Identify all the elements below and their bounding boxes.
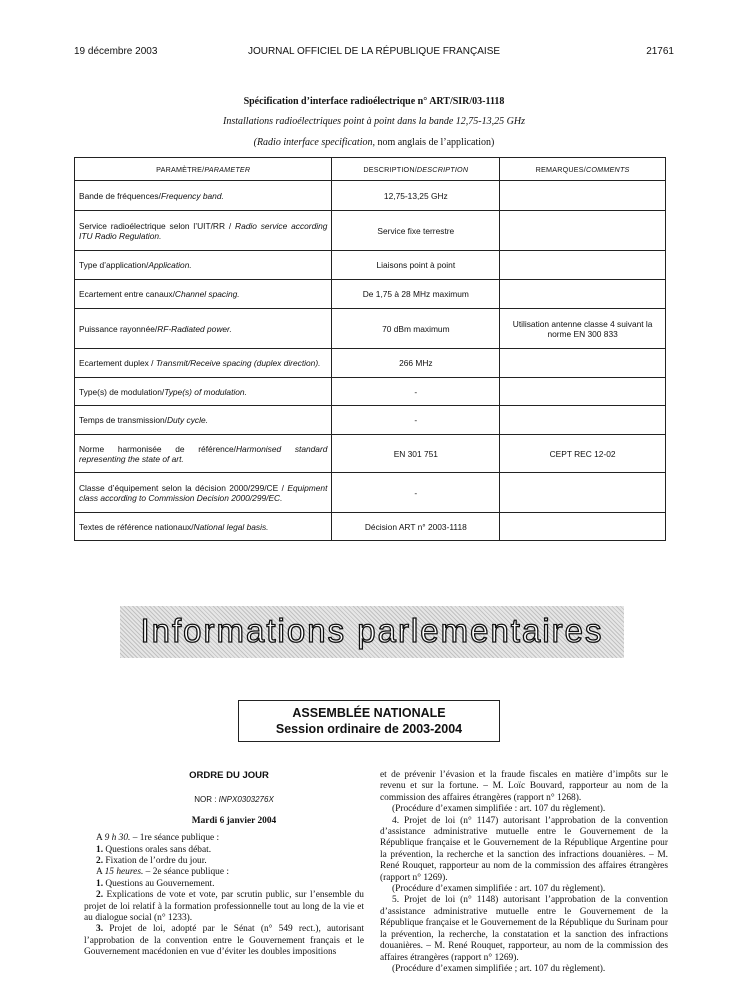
description-cell: De 1,75 à 28 MHz maximum xyxy=(332,280,500,309)
list-item: 1. Questions au Gouvernement. xyxy=(96,878,215,889)
section-banner xyxy=(120,606,624,658)
comment-cell xyxy=(500,513,666,541)
comment-cell xyxy=(500,181,666,211)
parameter-cell: Textes de référence nationaux/National legal basis. xyxy=(75,513,332,541)
section-banner-title: Informations parlementaires xyxy=(140,612,604,649)
table-row xyxy=(75,280,666,309)
comment-cell: Utilisation antenne classe 4 suivant la norme EN 300 833 xyxy=(500,309,666,349)
assembly-box xyxy=(238,700,500,742)
description-cell: 12,75-13,25 GHz xyxy=(332,181,500,211)
parameter-cell: Type d’application/Application. xyxy=(75,251,332,280)
table-row xyxy=(75,349,666,378)
spec-subtitle: Installations radioélectriques point à point dans la bande 12,75-13,25 GHz xyxy=(223,116,525,127)
table-row xyxy=(75,251,666,280)
parameter-cell: Temps de transmission/Duty cycle. xyxy=(75,406,332,435)
agenda-body xyxy=(84,833,364,958)
agenda-left-column xyxy=(84,770,364,959)
description-cell: Service fixe terrestre xyxy=(332,211,500,251)
list-item: 2. Fixation de l’ordre du jour. xyxy=(96,856,207,867)
paragraph: (Procédure d’examen simplifiée : art. 107 du règlement). xyxy=(392,804,606,815)
description-cell: - xyxy=(332,378,500,406)
parameter-cell: Service radioélectrique selon l’UIT/RR / Radio service according ITU Radio Regulation. xyxy=(75,211,332,251)
table-row xyxy=(75,211,666,251)
description-cell: 266 MHz xyxy=(332,349,500,378)
spec-title: Spécification d’interface radioélectrique n° ART/SIR/03-1118 xyxy=(243,96,505,107)
description-cell: EN 301 751 xyxy=(332,435,500,473)
description-cell: - xyxy=(332,473,500,513)
list-item: 2. Explications de vote et vote, par scrutin public, sur l’ensemble du projet de loi relatif à la formation professionnelle tout au long de la vie et au dialogue social (n° 1233). xyxy=(84,890,364,924)
description-cell: Décision ART n° 2003-1118 xyxy=(332,513,500,541)
column-header-parameter: PARAMÈTRE/PARAMETER xyxy=(75,158,332,181)
agenda-day: Mardi 6 janvier 2004 xyxy=(191,815,277,826)
comment-cell xyxy=(500,406,666,435)
table-row xyxy=(75,473,666,513)
comment-cell xyxy=(500,349,666,378)
comment-cell xyxy=(500,251,666,280)
table-row xyxy=(75,513,666,541)
comment-cell xyxy=(500,211,666,251)
table-row xyxy=(75,378,666,406)
table-row xyxy=(75,309,666,349)
sitting-2: A 15 heures. – 2e séance publique : xyxy=(96,867,229,878)
comment-cell xyxy=(500,378,666,406)
assembly-name: ASSEMBLÉE NATIONALE xyxy=(292,706,446,720)
parameter-cell: Ecartement duplex / Transmit/Receive spacing (duplex direction). xyxy=(75,349,332,378)
description-cell: - xyxy=(332,406,500,435)
table-row xyxy=(75,181,666,211)
page-number: 21761 xyxy=(646,46,674,57)
comment-cell xyxy=(500,280,666,309)
paragraph: 5. Projet de loi (n° 1148) autorisant l’approbation de la convention d’assistance administrative mutuelle entre le Gouvernement de la République française et le Gouvernement de la République du Surinam pour la prévention, la recherche, la constatation et la sanction des infractions douanières. – M. René Rouquet, rapporteur, au nom de la commission des affaires étrangères (rapport n° 1269). xyxy=(380,895,668,963)
column-header-description: DESCRIPTION/DESCRIPTION xyxy=(332,158,500,181)
agenda-right-column xyxy=(380,770,668,975)
parameter-cell: Classe d’équipement selon la décision 2000/299/CE / Equipment class according to Commission Decision 2000/299/EC. xyxy=(75,473,332,513)
paragraph: (Procédure d’examen simplifiée : art. 107 du règlement). xyxy=(392,884,606,895)
agenda-heading: ORDRE DU JOUR xyxy=(189,770,269,781)
sitting-1: A 9 h 30. – 1re séance publique : xyxy=(96,833,220,844)
spec-note-rest: nom anglais de l’application) xyxy=(374,137,495,148)
parameter-cell: Puissance rayonnée/RF-Radiated power. xyxy=(75,309,332,349)
parameter-cell: Bande de fréquences/Frequency band. xyxy=(75,181,332,211)
spec-table xyxy=(74,157,666,541)
parameter-cell: Norme harmonisée de référence/Harmonised standard representing the state of art. xyxy=(75,435,332,473)
paragraph: et de prévenir l’évasion et la fraude fiscales en matière d’impôts sur le revenu et sur la fortune. – M. Loïc Bouvard, rapporteur au nom de la commission des affaires étrangères (rapport n° 1268). xyxy=(380,770,668,803)
description-cell: 70 dBm maximum xyxy=(332,309,500,349)
column-header-comments: REMARQUES/COMMENTS xyxy=(500,158,666,181)
table-header-row xyxy=(75,158,666,181)
comment-cell xyxy=(500,473,666,513)
table-row xyxy=(75,435,666,473)
nor-reference: NOR : INPX0303276X xyxy=(194,795,274,805)
paragraph: (Procédure d’examen simplifiée ; art. 107 du règlement). xyxy=(392,963,606,974)
session-title: Session ordinaire de 2003-2004 xyxy=(275,722,463,736)
list-item: 3. Projet de loi, adopté par le Sénat (n° 549 rect.), autorisant l’approbation de la convention entre le Gouvernement français et le Gouvernement macédonien en vue d’éviter les doubles impositions xyxy=(84,924,364,958)
page-header xyxy=(74,46,674,60)
spec-note-italic: (Radio interface specification, xyxy=(253,137,375,148)
description-cell: Liaisons point à point xyxy=(332,251,500,280)
table-row xyxy=(75,406,666,435)
journal-title: JOURNAL OFFICIEL DE LA RÉPUBLIQUE FRANÇAISE xyxy=(247,46,501,57)
issue-date: 19 décembre 2003 xyxy=(74,46,158,57)
paragraph: 4. Projet de loi (n° 1147) autorisant l’approbation de la convention d’assistance administrative mutuelle entre le Gouvernement de la République française et le Gouvernement de la République Argentine pour la prévention, la recherche et la sanction des infractions douanières. – M. René Rouquet, rapporteur au nom de la commission des affaires étrangères (rapport n° 1269). xyxy=(380,815,668,883)
parameter-cell: Type(s) de modulation/Type(s) of modulation. xyxy=(75,378,332,406)
comment-cell: CEPT REC 12-02 xyxy=(500,435,666,473)
spec-note xyxy=(74,137,674,148)
list-item: 1. Questions orales sans débat. xyxy=(96,844,212,855)
parameter-cell: Ecartement entre canaux/Channel spacing. xyxy=(75,280,332,309)
